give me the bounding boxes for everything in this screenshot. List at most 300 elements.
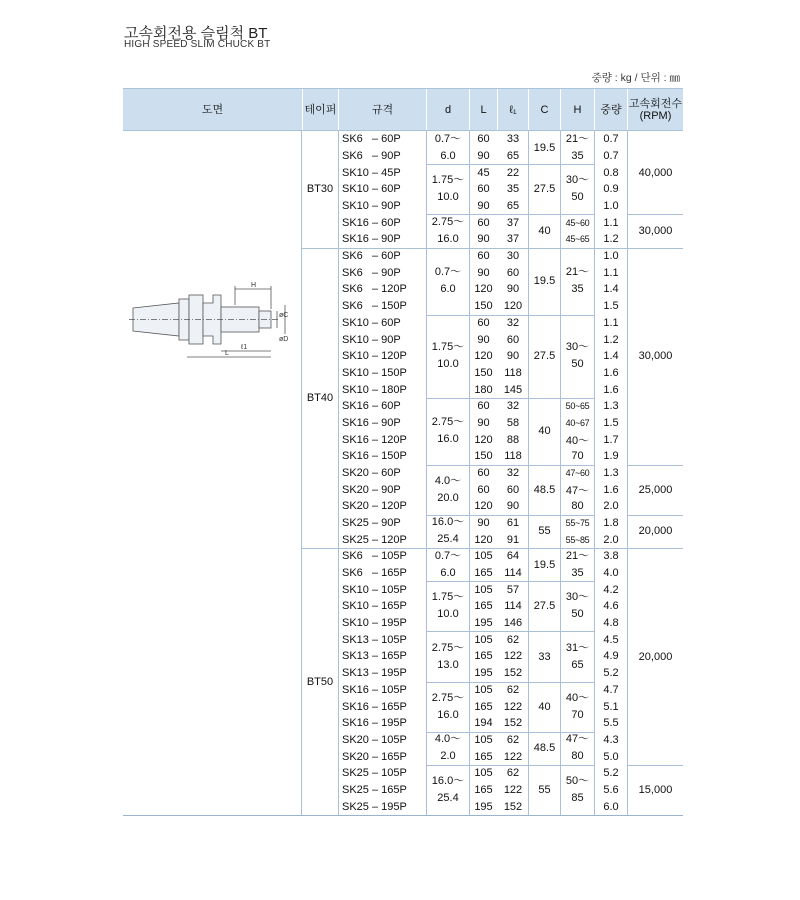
table-row-L: 60 — [477, 250, 490, 263]
table-row-spec: SK6 – 90P — [342, 150, 401, 162]
table-row-L: 90 — [477, 200, 490, 213]
table-row-L: 120 — [474, 350, 493, 363]
table-row-l1: 64 — [506, 550, 520, 563]
table-row-spec: SK25 – 90P — [342, 517, 401, 530]
table-row-spec: SK10 – 90P — [342, 200, 401, 213]
table-row-L: 150 — [474, 450, 493, 463]
table-row-spec: SK6 – 60P — [342, 133, 401, 146]
header-taper: 테이퍼 — [302, 89, 338, 130]
table-row-weight: 0.8 — [603, 166, 619, 179]
row-divider — [627, 515, 683, 516]
table-row-weight: 5.5 — [603, 717, 619, 730]
table-row-spec: SK20 – 120P — [342, 500, 407, 513]
table-row-spec: SK16 – 60P — [342, 216, 401, 229]
table-row-l1: 65 — [506, 200, 520, 213]
table-row-l1: 145 — [503, 383, 523, 396]
table-row-weight: 1.9 — [603, 450, 619, 463]
h-cell — [561, 315, 594, 398]
c-cell: 19.5 — [533, 275, 556, 288]
d-min: 2.75～ — [431, 216, 465, 229]
drawing-label-C: øC — [279, 312, 289, 319]
h-cell: 45~60 — [565, 217, 590, 228]
taper-cell: BT30 — [306, 183, 334, 196]
table-row-spec: SK10 – 45P — [342, 166, 401, 179]
c-cell: 48.5 — [533, 483, 556, 496]
table-row-l1: 62 — [506, 733, 520, 746]
table-row-l1: 88 — [506, 433, 520, 446]
d-min: 4.0～ — [434, 733, 462, 746]
header-l1: ℓ₁ — [497, 89, 528, 130]
table-row-spec: SK16 – 90P — [342, 416, 401, 429]
table-row-l1: 60 — [506, 266, 520, 279]
table-row-l1: 22 — [506, 166, 520, 179]
d-cell — [427, 398, 469, 465]
header-C: C — [528, 89, 560, 130]
table-row-spec: SK20 – 105P — [342, 733, 407, 746]
d-min: 1.75～ — [431, 174, 465, 187]
table-row-l1: 91 — [506, 533, 520, 546]
table-row-L: 105 — [474, 633, 493, 646]
table-row-L: 150 — [474, 366, 493, 379]
table-row-l1: 122 — [503, 700, 523, 713]
d-min: 16.0～ — [431, 774, 465, 787]
table-row-L: 90 — [477, 266, 490, 279]
table-row-spec: SK25 – 195P — [342, 800, 407, 813]
table-row-spec: SK6 – 105P — [342, 550, 407, 563]
table-row-l1: 152 — [503, 667, 523, 680]
table-row-l1: 152 — [503, 800, 523, 813]
table-row-weight: 2.0 — [603, 533, 619, 546]
table-row-L: 165 — [474, 750, 493, 763]
row-divider — [627, 548, 683, 549]
table-row-L: 105 — [474, 550, 493, 563]
table-row-l1: 61 — [506, 517, 520, 530]
table-row-l1: 122 — [503, 650, 523, 663]
row-divider — [627, 465, 683, 466]
page-subtitle: HIGH SPEED SLIM CHUCK BT — [124, 39, 271, 50]
drawing-label-l1: ℓ1 — [241, 344, 248, 351]
table-row-spec: SK13 – 105P — [342, 633, 407, 646]
c-cell: 27.5 — [533, 183, 556, 196]
h-line: 65 — [571, 658, 584, 671]
c-cell: 40 — [538, 225, 551, 238]
h-line: 21～ — [565, 266, 590, 279]
rpm-cell: 40,000 — [638, 166, 673, 179]
table-header — [123, 88, 683, 131]
drawing-label-D: øD — [279, 336, 289, 343]
table-row-weight: 1.4 — [603, 350, 619, 363]
table-row-l1: 146 — [503, 617, 523, 630]
table-row-L: 45 — [477, 166, 490, 179]
table-row-l1: 62 — [506, 683, 520, 696]
table-row-weight: 4.0 — [603, 567, 619, 580]
table-row-L: 90 — [477, 517, 490, 530]
table-row-L: 60 — [477, 316, 490, 329]
table-row-spec: SK6 – 165P — [342, 567, 407, 580]
h-line: 47～ — [565, 733, 590, 746]
h-line: 21～ — [565, 132, 590, 145]
d-cell — [427, 631, 469, 681]
d-cell — [427, 248, 469, 315]
h-line: 70 — [571, 708, 584, 721]
table-row-spec: SK13 – 165P — [342, 650, 407, 663]
table-row-spec: SK10 – 120P — [342, 350, 407, 363]
table-row-l1: 60 — [506, 483, 520, 496]
table-row-L: 90 — [477, 150, 490, 162]
table-row-weight: 4.3 — [603, 733, 619, 746]
h-line: 30～ — [565, 174, 590, 187]
d-min: 0.7～ — [434, 266, 462, 279]
d-min: 2.75～ — [431, 641, 465, 654]
table-row-weight: 6.0 — [603, 800, 619, 813]
table-row-weight: 3.8 — [603, 550, 619, 563]
table-row-weight: 1.8 — [603, 517, 619, 530]
d-cell — [427, 548, 469, 581]
d-cell — [427, 581, 469, 631]
h-cell: 55~75 — [565, 518, 590, 529]
table-row-l1: 32 — [506, 466, 520, 479]
table-row-L: 120 — [474, 283, 493, 296]
taper-cell: BT50 — [306, 675, 334, 688]
table-row-l1: 57 — [506, 583, 520, 596]
table-row-weight: 5.2 — [603, 767, 619, 780]
d-cell — [427, 682, 469, 732]
rpm-cell: 30,000 — [638, 225, 673, 238]
h-line: 30～ — [565, 341, 590, 354]
h-line: 50～ — [565, 774, 590, 787]
row-divider — [627, 214, 683, 215]
table-row-spec: SK16 – 105P — [342, 683, 407, 696]
table-row-L: 165 — [474, 650, 493, 663]
table-row-l1: 37 — [506, 216, 520, 229]
header-H: H — [560, 89, 594, 130]
table-row-L: 105 — [474, 767, 493, 780]
table-row-L: 120 — [474, 533, 493, 546]
h-line: 40～ — [565, 691, 590, 704]
table-row-spec: SK20 – 60P — [342, 466, 401, 479]
rpm-cell: 20,000 — [638, 525, 673, 538]
table-row-weight: 1.1 — [603, 216, 619, 229]
table-row-weight: 1.5 — [603, 300, 619, 313]
h-line: 31～ — [565, 641, 590, 654]
c-cell: 40 — [538, 700, 551, 713]
d-cell — [427, 765, 469, 815]
table-row-spec: SK16 – 165P — [342, 700, 407, 713]
table-row-spec: SK10 – 90P — [342, 333, 401, 346]
table-row-spec: SK20 – 90P — [342, 483, 401, 496]
c-cell: 48.5 — [533, 742, 556, 755]
h-cell: 80 — [571, 500, 584, 513]
table-row-l1: 118 — [504, 450, 522, 463]
table-row-spec: SK10 – 60P — [342, 183, 401, 196]
table-row-weight: 1.0 — [603, 200, 619, 213]
d-min: 1.75～ — [431, 591, 465, 604]
h-line: 50 — [571, 358, 584, 371]
d-cell — [427, 214, 469, 247]
header-d: d — [426, 89, 469, 130]
table-row-weight: 4.9 — [603, 650, 619, 663]
h-cell: 47~60 — [565, 467, 590, 478]
h-line: 35 — [571, 149, 584, 162]
table-row-L: 105 — [474, 683, 493, 696]
d-max: 16.0 — [437, 433, 459, 446]
table-row-weight: 1.4 — [603, 283, 619, 296]
d-max: 25.4 — [437, 533, 459, 546]
table-row-weight: 1.5 — [603, 416, 619, 429]
h-cell — [561, 164, 594, 214]
c-cell: 55 — [538, 525, 551, 538]
table-row-weight: 1.2 — [603, 233, 619, 246]
d-min: 16.0～ — [431, 516, 465, 529]
header-rpm — [627, 89, 683, 130]
h-line: 35 — [571, 283, 584, 296]
table-row-L: 60 — [477, 183, 490, 196]
table-row-l1: 114 — [504, 567, 522, 580]
unit-note: 중량 : kg / 단위 : ㎜ — [591, 72, 680, 84]
table-row-L: 90 — [477, 333, 490, 346]
c-cell: 19.5 — [533, 558, 556, 571]
table-row-l1: 122 — [503, 783, 523, 796]
table-row-weight: 1.7 — [603, 433, 619, 446]
h-cell: 70 — [571, 450, 584, 463]
table-row-l1: 90 — [506, 283, 520, 296]
table-row-spec: SK10 – 165P — [342, 600, 407, 613]
table-row-L: 165 — [474, 700, 493, 713]
d-max: 13.0 — [437, 658, 459, 671]
table-bottom-border — [123, 815, 683, 816]
table-row-l1: 32 — [506, 316, 520, 329]
d-max: 25.4 — [437, 791, 459, 804]
c-cell: 33 — [538, 650, 551, 663]
d-min: 2.75～ — [431, 691, 465, 704]
table-row-weight: 5.6 — [603, 783, 619, 796]
table-row-l1: 90 — [506, 350, 520, 363]
h-cell: 47～ — [565, 484, 590, 497]
h-line: 35 — [571, 566, 584, 579]
c-cell: 27.5 — [533, 600, 556, 613]
table-row-spec: SK25 – 165P — [342, 783, 407, 796]
h-cell: 40~67 — [565, 417, 590, 428]
row-divider — [627, 765, 683, 766]
h-line: 21～ — [565, 549, 590, 562]
h-line: 30～ — [565, 591, 590, 604]
d-max: 6.0 — [440, 149, 456, 162]
table-row-L: 195 — [474, 800, 493, 813]
d-cell — [427, 732, 469, 765]
table-row-l1: 32 — [506, 400, 520, 413]
h-cell: 40～ — [565, 434, 590, 447]
table-row-spec: SK6 – 120P — [342, 283, 407, 296]
table-row-L: 165 — [474, 783, 493, 796]
header-drawing: 도면 — [201, 103, 224, 116]
d-cell — [427, 515, 469, 548]
table-row-weight: 1.6 — [603, 366, 619, 379]
d-min: 0.7～ — [434, 132, 462, 145]
rpm-cell: 30,000 — [638, 350, 673, 363]
table-row-spec: SK16 – 120P — [342, 433, 407, 446]
table-row-L: 90 — [477, 416, 490, 429]
table-row-l1: 90 — [506, 500, 520, 513]
h-cell — [561, 248, 594, 315]
table-row-L: 60 — [477, 216, 490, 229]
table-row-weight: 0.7 — [603, 133, 619, 146]
table-row-L: 165 — [474, 600, 493, 613]
table-row-L: 105 — [474, 733, 493, 746]
chuck-drawing — [129, 281, 299, 361]
table-row-spec: SK6 – 150P — [342, 300, 407, 313]
h-cell — [561, 765, 594, 815]
table-row-L: 180 — [474, 383, 493, 396]
header-weight: 중량 — [594, 89, 627, 130]
rpm-cell: 20,000 — [638, 650, 673, 663]
d-cell — [427, 465, 469, 515]
table-row-weight: 1.3 — [603, 466, 619, 479]
table-row-spec: SK10 – 105P — [342, 583, 407, 596]
table-row-l1: 33 — [506, 133, 520, 146]
table-row-spec: SK6 – 60P — [342, 250, 401, 263]
table-row-weight: 4.7 — [603, 683, 619, 696]
table-row-l1: 152 — [503, 717, 523, 730]
table-row-l1: 62 — [506, 767, 520, 780]
table-body — [123, 131, 683, 815]
table-row-spec: SK16 – 150P — [342, 450, 407, 463]
d-min: 2.75～ — [431, 416, 465, 429]
page-title: 고속회전용 슬림척 BT — [124, 25, 268, 42]
table-row-l1: 37 — [506, 233, 520, 246]
h-cell — [561, 131, 594, 164]
table-row-l1: 65 — [506, 150, 520, 162]
h-cell — [561, 581, 594, 631]
h-cell: 45~65 — [565, 234, 590, 245]
table-row-spec: SK25 – 120P — [342, 533, 407, 546]
rpm-cell: 25,000 — [638, 483, 673, 496]
table-row-weight: 5.1 — [603, 700, 619, 713]
table-row-weight: 4.6 — [603, 600, 619, 613]
table-row-weight: 1.0 — [603, 250, 619, 263]
table-row-L: 105 — [474, 583, 493, 596]
table-row-L: 60 — [477, 133, 490, 146]
table-row-l1: 60 — [506, 333, 520, 346]
table-row-spec: SK16 – 60P — [342, 400, 401, 413]
table-row-spec: SK10 – 195P — [342, 617, 407, 630]
header-rpm-line2: (RPM) — [639, 109, 672, 122]
c-cell: 27.5 — [533, 350, 556, 363]
table-row-L: 150 — [474, 300, 493, 313]
d-max: 10.0 — [437, 608, 459, 621]
taper-cell: BT40 — [306, 391, 334, 404]
h-cell — [561, 682, 594, 732]
table-row-weight: 2.0 — [603, 500, 619, 513]
header-spec: 규격 — [338, 89, 426, 130]
d-max: 16.0 — [437, 708, 459, 721]
table-row-l1: 35 — [506, 183, 520, 196]
table-row-spec: SK10 – 60P — [342, 316, 401, 329]
table-row-weight: 0.7 — [603, 150, 619, 162]
table-row-l1: 30 — [506, 250, 520, 263]
drawing-label-L: L — [225, 350, 229, 357]
h-cell: 55~85 — [565, 534, 590, 545]
c-cell: 19.5 — [533, 141, 556, 154]
c-cell: 55 — [538, 783, 551, 796]
header-rpm-line1: 고속회전수 — [628, 97, 683, 110]
drawing-label-H: H — [251, 282, 257, 289]
table-row-spec: SK16 – 90P — [342, 233, 401, 246]
table-row-weight: 4.8 — [603, 617, 619, 630]
h-line: 50 — [571, 191, 584, 204]
d-max: 6.0 — [440, 283, 456, 296]
d-max: 2.0 — [440, 750, 456, 763]
table-row-L: 90 — [477, 233, 490, 246]
table-row-l1: 120 — [503, 300, 523, 313]
table-row-l1: 114 — [504, 600, 522, 613]
table-row-l1: 62 — [506, 633, 520, 646]
table-row-l1: 118 — [504, 366, 522, 379]
table-row-weight: 1.6 — [603, 483, 619, 496]
h-line: 50 — [571, 608, 584, 621]
h-cell — [561, 732, 594, 765]
d-min: 4.0～ — [434, 474, 462, 487]
table-row-weight: 1.6 — [603, 383, 619, 396]
c-cell: 40 — [538, 425, 551, 438]
table-row-L: 60 — [477, 483, 490, 496]
h-line: 80 — [571, 750, 584, 763]
d-max: 16.0 — [437, 233, 459, 246]
table-row-L: 60 — [477, 466, 490, 479]
d-max: 20.0 — [437, 491, 459, 504]
d-max: 10.0 — [437, 358, 459, 371]
d-max: 6.0 — [440, 566, 456, 579]
h-cell: 50~65 — [565, 401, 590, 412]
table-row-L: 195 — [474, 667, 493, 680]
table-row-weight: 4.2 — [603, 583, 619, 596]
h-cell — [561, 631, 594, 681]
table-row-spec: SK10 – 150P — [342, 366, 407, 379]
d-min: 0.7～ — [434, 549, 462, 562]
table-row-L: 60 — [477, 400, 490, 413]
table-row-L: 194 — [474, 717, 493, 730]
table-row-spec: SK13 – 195P — [342, 667, 407, 680]
table-row-spec: SK10 – 180P — [342, 383, 407, 396]
h-line: 85 — [571, 791, 584, 804]
table-row-spec: SK6 – 90P — [342, 266, 401, 279]
d-cell — [427, 164, 469, 214]
table-row-l1: 58 — [506, 416, 520, 429]
table-row-weight: 1.2 — [603, 333, 619, 346]
table-row-L: 120 — [474, 500, 493, 513]
table-row-weight: 1.1 — [603, 316, 619, 329]
h-cell — [561, 548, 594, 581]
table-row-l1: 122 — [503, 750, 523, 763]
table-row-weight: 4.5 — [603, 633, 619, 646]
table-row-L: 165 — [474, 567, 493, 580]
table-row-spec: SK16 – 195P — [342, 717, 407, 730]
table-row-spec: SK20 – 165P — [342, 750, 407, 763]
d-cell — [427, 315, 469, 398]
table-row-weight: 1.1 — [603, 266, 619, 279]
header-L: L — [469, 89, 497, 130]
table-row-L: 120 — [474, 433, 493, 446]
table-row-spec: SK25 – 105P — [342, 767, 407, 780]
d-max: 10.0 — [437, 191, 459, 204]
table-row-weight: 1.3 — [603, 400, 619, 413]
table-row-L: 195 — [474, 617, 493, 630]
d-cell — [427, 131, 469, 164]
table-row-weight: 5.0 — [603, 750, 619, 763]
table-row-weight: 5.2 — [603, 667, 619, 680]
table-row-weight: 0.9 — [603, 183, 619, 196]
d-min: 1.75～ — [431, 341, 465, 354]
row-divider — [627, 248, 683, 249]
